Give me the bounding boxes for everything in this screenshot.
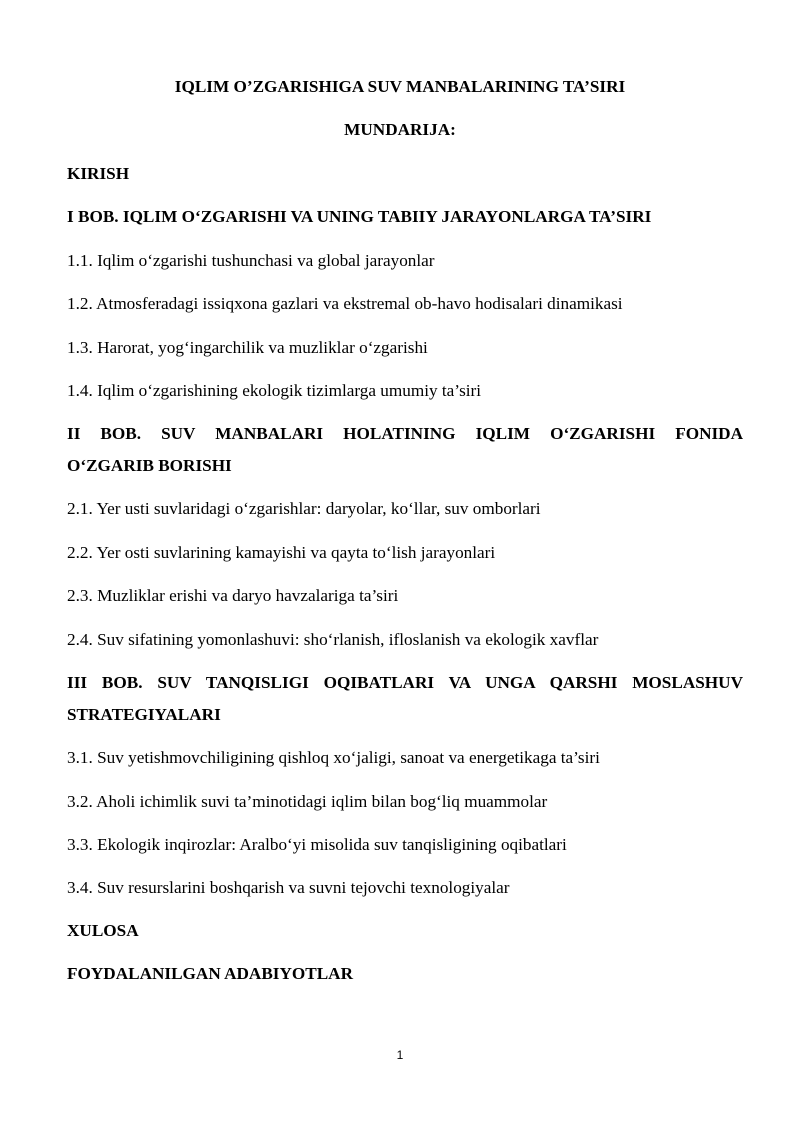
toc-heading: MUNDARIJA:	[344, 120, 456, 139]
page-number: 1	[396, 1048, 404, 1062]
chapter-2-heading-line1: II BOB. SUV MANBALARI HOLATINING IQLIM O‘ZGARISHI FONIDA	[67, 424, 743, 443]
toc-item-2-4: 2.4. Suv sifatining yomonlashuvi: sho‘rlanish, ifloslanish va ekologik xavflar	[67, 630, 599, 649]
toc-item-1-1: 1.1. Iqlim o‘zgarishi tushunchasi va global jarayonlar	[67, 251, 435, 270]
toc-intro: KIRISH	[67, 164, 130, 183]
toc-item-3-3: 3.3. Ekologik inqirozlar: Aralbo‘yi misolida suv tanqisligining oqibatlari	[67, 835, 567, 854]
chapter-1-heading: I BOB. IQLIM O‘ZGARISHI VA UNING TABIIY JARAYONLARGA TA’SIRI	[67, 207, 652, 226]
document-title: IQLIM O’ZGARISHIGA SUV MANBALARINING TA’SIRI	[174, 77, 626, 96]
chapter-2-heading-line2: O‘ZGARIB BORISHI	[67, 456, 232, 475]
toc-item-2-1: 2.1. Yer usti suvlaridagi o‘zgarishlar: daryolar, ko‘llar, suv omborlari	[67, 499, 541, 518]
toc-item-1-2: 1.2. Atmosferadagi issiqxona gazlari va ekstremal ob-havo hodisalari dinamikasi	[67, 294, 623, 313]
toc-item-2-2: 2.2. Yer osti suvlarining kamayishi va qayta to‘lish jarayonlari	[67, 543, 496, 562]
toc-references: FOYDALANILGAN ADABIYOTLAR	[67, 964, 354, 983]
toc-item-1-3: 1.3. Harorat, yog‘ingarchilik va muzliklar o‘zgarishi	[67, 338, 428, 357]
toc-item-3-1: 3.1. Suv yetishmovchiligining qishloq xo‘jaligi, sanoat va energetikaga ta’siri	[67, 748, 600, 767]
toc-item-3-4: 3.4. Suv resurslarini boshqarish va suvni tejovchi texnologiyalar	[67, 878, 510, 897]
toc-item-1-4: 1.4. Iqlim o‘zgarishining ekologik tizimlarga umumiy ta’siri	[67, 381, 482, 400]
toc-item-2-3: 2.3. Muzliklar erishi va daryo havzalariga ta’siri	[67, 586, 399, 605]
toc-conclusion: XULOSA	[67, 921, 139, 940]
toc-item-3-2: 3.2. Aholi ichimlik suvi ta’minotidagi iqlim bilan bog‘liq muammolar	[67, 792, 548, 811]
chapter-3-heading-line1: III BOB. SUV TANQISLIGI OQIBATLARI VA UNGA QARSHI MOSLASHUV	[67, 673, 743, 692]
chapter-3-heading-line2: STRATEGIYALARI	[67, 705, 221, 724]
